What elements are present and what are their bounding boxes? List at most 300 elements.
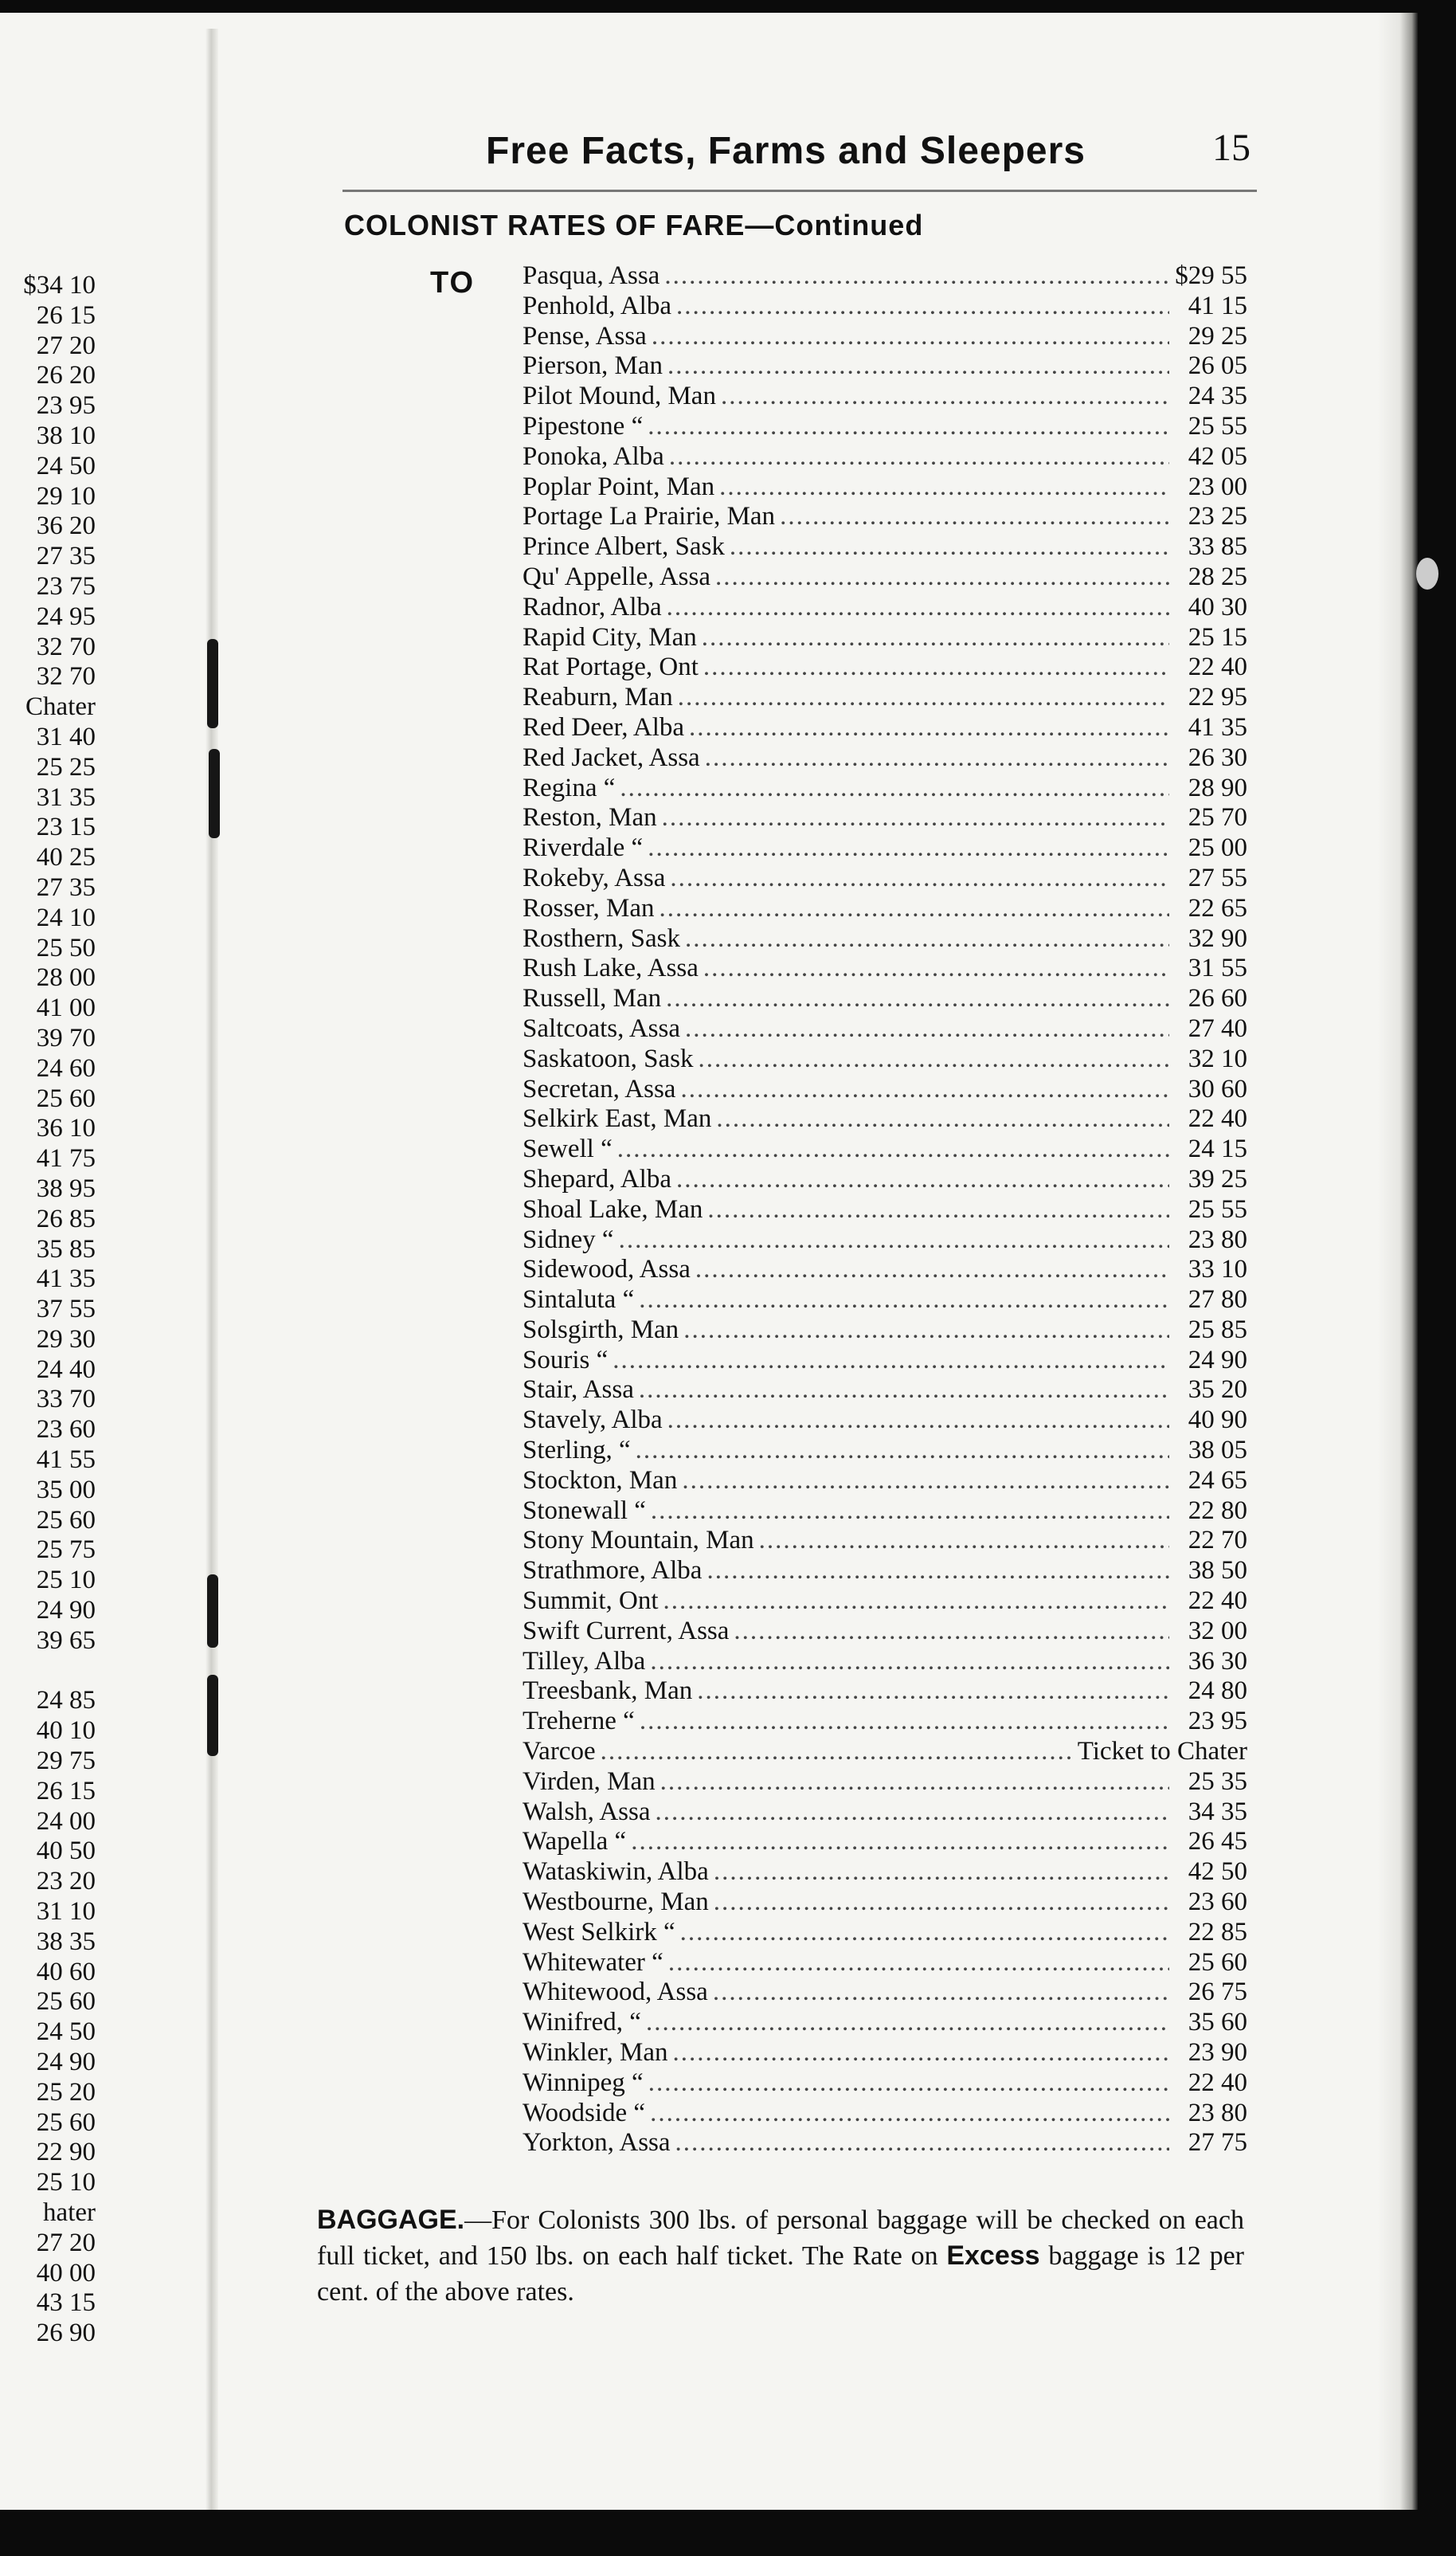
- destination-name: Red Deer, Alba: [523, 712, 685, 742]
- fare-amount: 35 60: [1188, 2008, 1247, 2037]
- dot-leader: [631, 1827, 1169, 1856]
- left-fare-value: 40 50: [36, 1837, 96, 1866]
- destination-name: Whitewood, Assa: [523, 1978, 708, 2007]
- destination-name: Rokeby, Assa: [523, 863, 666, 892]
- rate-row: [523, 1647, 1247, 1677]
- dot-leader: [675, 2128, 1169, 2158]
- ink-blot: [1416, 558, 1438, 590]
- dot-leader: [650, 1647, 1169, 1676]
- rate-row: [523, 502, 1247, 532]
- dot-leader: [721, 382, 1169, 411]
- rate-row: [523, 623, 1247, 653]
- fare-amount: 22 80: [1188, 1496, 1247, 1525]
- left-fare-value: 24 00: [36, 1806, 96, 1836]
- fare-amount: 42 05: [1188, 441, 1247, 471]
- rate-row: [523, 2099, 1247, 2129]
- dot-leader: [676, 292, 1169, 321]
- left-fare-value: 24 95: [36, 602, 96, 631]
- dot-leader: [695, 1255, 1169, 1284]
- destination-name: Radnor, Alba: [523, 592, 662, 621]
- rate-row: [523, 1346, 1247, 1376]
- rate-row: [523, 1195, 1247, 1225]
- rate-row: [523, 1526, 1247, 1556]
- page-edge-shadow: [1378, 13, 1418, 2510]
- destination-name: Shoal Lake, Man: [523, 1194, 703, 1224]
- dot-leader: [662, 803, 1169, 833]
- destination-name: Souris “: [523, 1345, 609, 1374]
- fare-amount: 22 40: [1188, 653, 1247, 682]
- destination-name: Saskatoon, Sask: [523, 1044, 694, 1073]
- rate-row: [523, 1767, 1247, 1797]
- fare-amount: 35 20: [1188, 1375, 1247, 1405]
- fare-amount: 25 15: [1188, 622, 1247, 652]
- left-fare-value: 25 20: [36, 2077, 96, 2107]
- fare-amount: Ticket to Chater: [1077, 1737, 1247, 1766]
- destination-name: Yorkton, Assa: [523, 2128, 671, 2158]
- destination-name: Secretan, Assa: [523, 1074, 676, 1104]
- left-fare-value: 24 40: [36, 1354, 96, 1384]
- rate-row: [523, 442, 1247, 472]
- dot-leader: [702, 623, 1169, 653]
- fare-amount: 25 00: [1188, 833, 1247, 863]
- fare-amount: 42 50: [1188, 1857, 1247, 1887]
- left-fare-value: 27 35: [36, 542, 96, 571]
- fare-amount: 23 25: [1188, 502, 1247, 531]
- page-header-title: Free Facts, Farms and Sleepers: [486, 130, 1086, 172]
- left-fare-value: 29 30: [36, 1324, 96, 1354]
- destination-name: Russell, Man: [523, 984, 662, 1013]
- dot-leader: [619, 1225, 1169, 1255]
- dot-leader: [707, 1195, 1169, 1225]
- rate-row: [523, 351, 1247, 382]
- fare-amount: 28 90: [1188, 773, 1247, 802]
- left-fare-value: 23 75: [36, 571, 96, 601]
- fare-amount: 38 05: [1188, 1436, 1247, 1465]
- left-fare-value: hater: [43, 2198, 96, 2227]
- destination-name: Ponoka, Alba: [523, 441, 664, 471]
- rate-row: [523, 2038, 1247, 2068]
- fare-amount: 25 55: [1188, 411, 1247, 441]
- destination-name: Stair, Assa: [523, 1375, 634, 1405]
- left-fare-value: 24 50: [36, 451, 96, 480]
- rate-row: [523, 1436, 1247, 1466]
- dot-leader: [663, 1586, 1169, 1616]
- binding-mark: [207, 1675, 218, 1756]
- left-fare-value: 25 75: [36, 1535, 96, 1565]
- fare-amount: 26 45: [1188, 1827, 1247, 1856]
- destination-name: Treherne “: [523, 1707, 635, 1736]
- rate-row: [523, 382, 1247, 412]
- left-fare-value: 24 90: [36, 1596, 96, 1625]
- rate-row: [523, 532, 1247, 563]
- left-fare-value: 24 90: [36, 2048, 96, 2077]
- dot-leader: [689, 713, 1169, 743]
- destination-name: Stockton, Man: [523, 1465, 678, 1495]
- fare-amount: 24 35: [1188, 382, 1247, 411]
- rate-row: [523, 653, 1247, 683]
- dot-leader: [639, 1375, 1169, 1405]
- destination-name: Reaburn, Man: [523, 683, 673, 712]
- destination-name: Rosthern, Sask: [523, 923, 680, 953]
- destination-name: Westbourne, Man: [523, 1888, 709, 1917]
- destination-name: Regina “: [523, 773, 616, 802]
- dot-leader: [666, 984, 1169, 1013]
- baggage-note: [317, 2202, 1244, 2310]
- left-fare-value: 24 60: [36, 1053, 96, 1083]
- rate-row: [523, 563, 1247, 593]
- dot-leader: [706, 1556, 1169, 1586]
- destination-name: Qu' Appelle, Assa: [523, 562, 711, 591]
- dot-leader: [664, 261, 1169, 291]
- fare-amount: 22 40: [1188, 1586, 1247, 1616]
- destination-name: Shepard, Alba: [523, 1164, 671, 1194]
- left-fare-value: 40 25: [36, 843, 96, 872]
- destination-name: Sewell “: [523, 1135, 613, 1164]
- header-divider: [342, 190, 1257, 192]
- fare-amount: 27 75: [1188, 2128, 1247, 2158]
- left-fare-value: 25 10: [36, 2168, 96, 2197]
- dot-leader: [652, 322, 1169, 351]
- destination-name: Rat Portage, Ont: [523, 653, 699, 682]
- dot-leader: [713, 1978, 1169, 2007]
- destination-name: Pense, Assa: [523, 321, 647, 351]
- fare-amount: 27 40: [1188, 1013, 1247, 1043]
- fare-amount: 22 40: [1188, 2068, 1247, 2097]
- fare-amount: 38 50: [1188, 1556, 1247, 1586]
- left-fare-value: Chater: [25, 692, 96, 722]
- document-page: [0, 13, 1411, 2510]
- baggage-heading: BAGGAGE.: [317, 2205, 465, 2235]
- dot-leader: [705, 743, 1169, 773]
- dot-leader: [620, 774, 1169, 803]
- baggage-text-2: baggage is 12 per cent. of the above rates.: [317, 2241, 1244, 2307]
- left-fare-value: $34 10: [23, 271, 96, 300]
- fare-amount: 23 60: [1188, 1888, 1247, 1917]
- dot-leader: [703, 954, 1169, 983]
- left-fare-value: 26 90: [36, 2319, 96, 2348]
- dot-leader: [667, 1405, 1169, 1435]
- left-fare-value: 25 60: [36, 1987, 96, 2017]
- fare-amount: 22 40: [1188, 1104, 1247, 1134]
- dot-leader: [672, 2038, 1169, 2068]
- rate-row: [523, 1075, 1247, 1105]
- destination-name: Winkler, Man: [523, 2038, 668, 2068]
- dot-leader: [613, 1346, 1169, 1375]
- destination-name: Riverdale “: [523, 833, 644, 863]
- fare-amount: 29 25: [1188, 321, 1247, 351]
- left-fare-value: 41 00: [36, 994, 96, 1023]
- fare-amount: 22 85: [1188, 1917, 1247, 1946]
- left-fare-value: 32 70: [36, 632, 96, 661]
- left-fare-value: 24 85: [36, 1686, 96, 1715]
- dot-leader: [719, 472, 1169, 502]
- dot-leader: [780, 502, 1169, 531]
- fare-amount: 27 55: [1188, 863, 1247, 892]
- rate-row: [523, 1676, 1247, 1707]
- left-fare-value: 25 60: [36, 1505, 96, 1535]
- destination-name: Red Jacket, Assa: [523, 743, 700, 772]
- left-fare-value: 23 60: [36, 1415, 96, 1445]
- fare-amount: 24 65: [1188, 1465, 1247, 1495]
- fare-amount: 39 25: [1188, 1164, 1247, 1194]
- fare-amount: 23 00: [1188, 472, 1247, 501]
- rate-row: [523, 1466, 1247, 1496]
- rate-row: [523, 713, 1247, 743]
- destination-name: Varcoe: [523, 1737, 596, 1766]
- left-fare-value: 25 60: [36, 2107, 96, 2137]
- dot-leader: [759, 1526, 1169, 1555]
- dot-leader: [715, 563, 1169, 592]
- destination-name: Portage La Prairie, Man: [523, 502, 776, 531]
- destination-name: Sidney “: [523, 1225, 614, 1254]
- left-fare-value: 22 90: [36, 2138, 96, 2167]
- fare-amount: 26 05: [1188, 351, 1247, 381]
- fare-amount: 24 90: [1188, 1345, 1247, 1374]
- left-fare-value: 40 00: [36, 2258, 96, 2287]
- left-fare-value: 36 10: [36, 1114, 96, 1143]
- dot-leader: [670, 864, 1169, 893]
- fare-amount: 40 30: [1188, 592, 1247, 621]
- destination-name: Rosser, Man: [523, 893, 655, 923]
- fare-amount: 24 80: [1188, 1676, 1247, 1706]
- rate-row: [523, 1827, 1247, 1857]
- rate-row: [523, 2128, 1247, 2158]
- dot-leader: [678, 683, 1169, 712]
- destination-name: Treesbank, Man: [523, 1676, 693, 1706]
- dot-leader: [667, 593, 1169, 622]
- rate-row: [523, 1918, 1247, 1948]
- dot-leader: [639, 1285, 1169, 1315]
- fare-amount: 26 30: [1188, 743, 1247, 772]
- rate-row: [523, 412, 1247, 442]
- rate-row: [523, 1586, 1247, 1617]
- destination-name: Solsgirth, Man: [523, 1315, 679, 1344]
- destination-name: Sidewood, Assa: [523, 1255, 691, 1284]
- destination-name: Strathmore, Alba: [523, 1556, 703, 1586]
- dot-leader: [640, 1707, 1169, 1736]
- rate-row: [523, 683, 1247, 713]
- destination-name: Summit, Ont: [523, 1586, 659, 1616]
- left-fare-value: 23 95: [36, 391, 96, 421]
- binding-mark: [209, 749, 220, 838]
- destination-name: West Selkirk “: [523, 1917, 675, 1946]
- rate-row: [523, 954, 1247, 984]
- dot-leader: [648, 2068, 1169, 2098]
- rate-row: [523, 1165, 1247, 1195]
- rate-row: [523, 1315, 1247, 1346]
- left-fare-value: 40 10: [36, 1716, 96, 1746]
- left-fare-value: 36 20: [36, 512, 96, 541]
- dot-leader: [651, 1496, 1169, 1526]
- binding-mark: [207, 639, 218, 728]
- dot-leader: [648, 833, 1169, 863]
- fare-amount: $29 55: [1175, 261, 1247, 290]
- destination-name: Sterling, “: [523, 1436, 631, 1465]
- destination-name: Stony Mountain, Man: [523, 1526, 754, 1555]
- destination-name: Wataskiwin, Alba: [523, 1857, 709, 1887]
- left-fare-value: 29 10: [36, 481, 96, 511]
- fare-amount: 27 80: [1188, 1285, 1247, 1315]
- left-fare-value: 39 70: [36, 1023, 96, 1053]
- dot-leader: [685, 1014, 1169, 1044]
- binding-mark: [207, 1574, 218, 1648]
- page-fold-shadow: [205, 29, 218, 2510]
- fare-amount: 34 35: [1188, 1797, 1247, 1826]
- left-fare-value: 31 35: [36, 782, 96, 812]
- rate-row: [523, 2008, 1247, 2038]
- fare-amount: 23 80: [1188, 1225, 1247, 1254]
- fare-amount: 22 95: [1188, 683, 1247, 712]
- fare-amount: 36 30: [1188, 1646, 1247, 1676]
- dot-leader: [682, 1466, 1169, 1496]
- destination-name: Rush Lake, Assa: [523, 954, 699, 983]
- fare-amount: 32 90: [1188, 923, 1247, 953]
- destination-name: Winifred, “: [523, 2008, 641, 2037]
- left-fare-value: 38 95: [36, 1174, 96, 1203]
- left-fare-value: 28 00: [36, 963, 96, 993]
- fare-amount: 22 65: [1188, 893, 1247, 923]
- fare-amount: 23 80: [1188, 2098, 1247, 2127]
- left-fare-value: 37 55: [36, 1295, 96, 1324]
- baggage-text-1: —For Colonists 300 lbs. of personal baggage will be checked on each full ticket, and 150 lbs. on each half ticket. The Rate on: [317, 2205, 1244, 2271]
- dot-leader: [676, 1165, 1169, 1194]
- left-fare-value: 41 75: [36, 1144, 96, 1174]
- left-fare-value: 26 85: [36, 1204, 96, 1233]
- rate-row: [523, 261, 1247, 292]
- left-fare-value: 33 70: [36, 1385, 96, 1414]
- left-fare-value: 27 35: [36, 872, 96, 902]
- dot-leader: [669, 442, 1169, 472]
- rate-row: [523, 2068, 1247, 2099]
- rate-row: [523, 774, 1247, 804]
- left-fare-value: 35 85: [36, 1234, 96, 1264]
- dot-leader: [680, 1918, 1169, 1947]
- rate-row: [523, 1797, 1247, 1828]
- fare-amount: 33 85: [1188, 532, 1247, 562]
- rate-row: [523, 322, 1247, 352]
- destination-name: Virden, Man: [523, 1766, 656, 1796]
- left-fare-value: 38 10: [36, 421, 96, 450]
- dot-leader: [601, 1737, 1073, 1766]
- rate-row: [523, 803, 1247, 833]
- fare-amount: 41 35: [1188, 712, 1247, 742]
- baggage-excess: Excess: [946, 2240, 1040, 2271]
- dot-leader: [680, 1075, 1169, 1104]
- destination-name: Wapella “: [523, 1827, 627, 1856]
- rate-row: [523, 1405, 1247, 1436]
- dot-leader: [660, 894, 1170, 923]
- rate-row: [523, 472, 1247, 503]
- left-fare-value: 26 15: [36, 1776, 96, 1805]
- rate-row: [523, 864, 1247, 894]
- rate-row: [523, 743, 1247, 774]
- rate-row: [523, 924, 1247, 955]
- fare-amount: 26 60: [1188, 984, 1247, 1013]
- left-fare-value: 25 50: [36, 933, 96, 962]
- rate-row: [523, 1014, 1247, 1045]
- destination-name: Saltcoats, Assa: [523, 1013, 680, 1043]
- rate-row: [523, 1496, 1247, 1527]
- fare-amount: 24 15: [1188, 1135, 1247, 1164]
- rate-row: [523, 984, 1247, 1014]
- destination-name: Whitewater “: [523, 1947, 663, 1977]
- destination-name: Woodside “: [523, 2098, 646, 2127]
- fare-amount: 25 35: [1188, 1766, 1247, 1796]
- left-fare-value: 39 65: [36, 1625, 96, 1655]
- to-label: TO: [430, 266, 476, 300]
- dot-leader: [683, 1315, 1169, 1345]
- left-fare-value: 35 00: [36, 1475, 96, 1504]
- destination-name: Penhold, Alba: [523, 291, 671, 320]
- fare-amount: 32 10: [1188, 1044, 1247, 1073]
- dot-leader: [714, 1888, 1169, 1917]
- fare-amount: 40 90: [1188, 1405, 1247, 1435]
- dot-leader: [646, 2008, 1169, 2037]
- dot-leader: [656, 1797, 1169, 1827]
- fare-amount: 28 25: [1188, 562, 1247, 591]
- left-fare-value: 32 70: [36, 662, 96, 692]
- fare-amount: 33 10: [1188, 1255, 1247, 1284]
- fare-amount: 32 00: [1188, 1616, 1247, 1645]
- left-fare-value: 31 40: [36, 722, 96, 751]
- fare-amount: 25 55: [1188, 1194, 1247, 1224]
- dot-leader: [636, 1436, 1169, 1465]
- left-fare-value: 40 60: [36, 1957, 96, 1986]
- destination-name: Stonewall “: [523, 1496, 646, 1525]
- fare-amount: 41 15: [1188, 291, 1247, 320]
- dot-leader: [730, 532, 1169, 562]
- fare-amount: 22 70: [1188, 1526, 1247, 1555]
- left-fare-value: 23 20: [36, 1867, 96, 1896]
- dot-leader: [668, 1948, 1169, 1978]
- dot-leader: [660, 1767, 1169, 1797]
- rate-row: [523, 1255, 1247, 1285]
- dot-leader: [699, 1045, 1170, 1074]
- left-fare-value: [0, 1656, 96, 1687]
- destination-name: Pierson, Man: [523, 351, 663, 381]
- rate-row: [523, 1045, 1247, 1075]
- left-fare-value: 41 35: [36, 1264, 96, 1294]
- left-fare-value: 25 60: [36, 1084, 96, 1113]
- rate-row: [523, 1135, 1247, 1165]
- rate-row: [523, 1888, 1247, 1918]
- rate-row: [523, 1285, 1247, 1315]
- destination-name: Pipestone “: [523, 411, 644, 441]
- fare-amount: 25 85: [1188, 1315, 1247, 1344]
- left-fare-value: 25 25: [36, 752, 96, 782]
- rate-row: [523, 1225, 1247, 1256]
- rate-row: [523, 1948, 1247, 1978]
- left-fare-value: 26 15: [36, 300, 96, 330]
- rate-row: [523, 833, 1247, 864]
- dot-leader: [667, 351, 1169, 381]
- left-fare-value: 27 20: [36, 331, 96, 360]
- page-number: 15: [1212, 127, 1251, 169]
- rate-row: [523, 1375, 1247, 1405]
- rate-row: [523, 1707, 1247, 1737]
- destination-name: Rapid City, Man: [523, 622, 697, 652]
- destination-name: Selkirk East, Man: [523, 1104, 712, 1134]
- dot-leader: [714, 1857, 1169, 1887]
- rate-row: [523, 894, 1247, 924]
- rate-row: [523, 1737, 1247, 1767]
- destination-name: Stavely, Alba: [523, 1405, 663, 1435]
- dot-leader: [685, 924, 1169, 954]
- left-fare-value: 41 55: [36, 1445, 96, 1475]
- left-fare-value: 31 10: [36, 1897, 96, 1927]
- left-fare-value: 29 75: [36, 1746, 96, 1776]
- dot-leader: [648, 412, 1169, 441]
